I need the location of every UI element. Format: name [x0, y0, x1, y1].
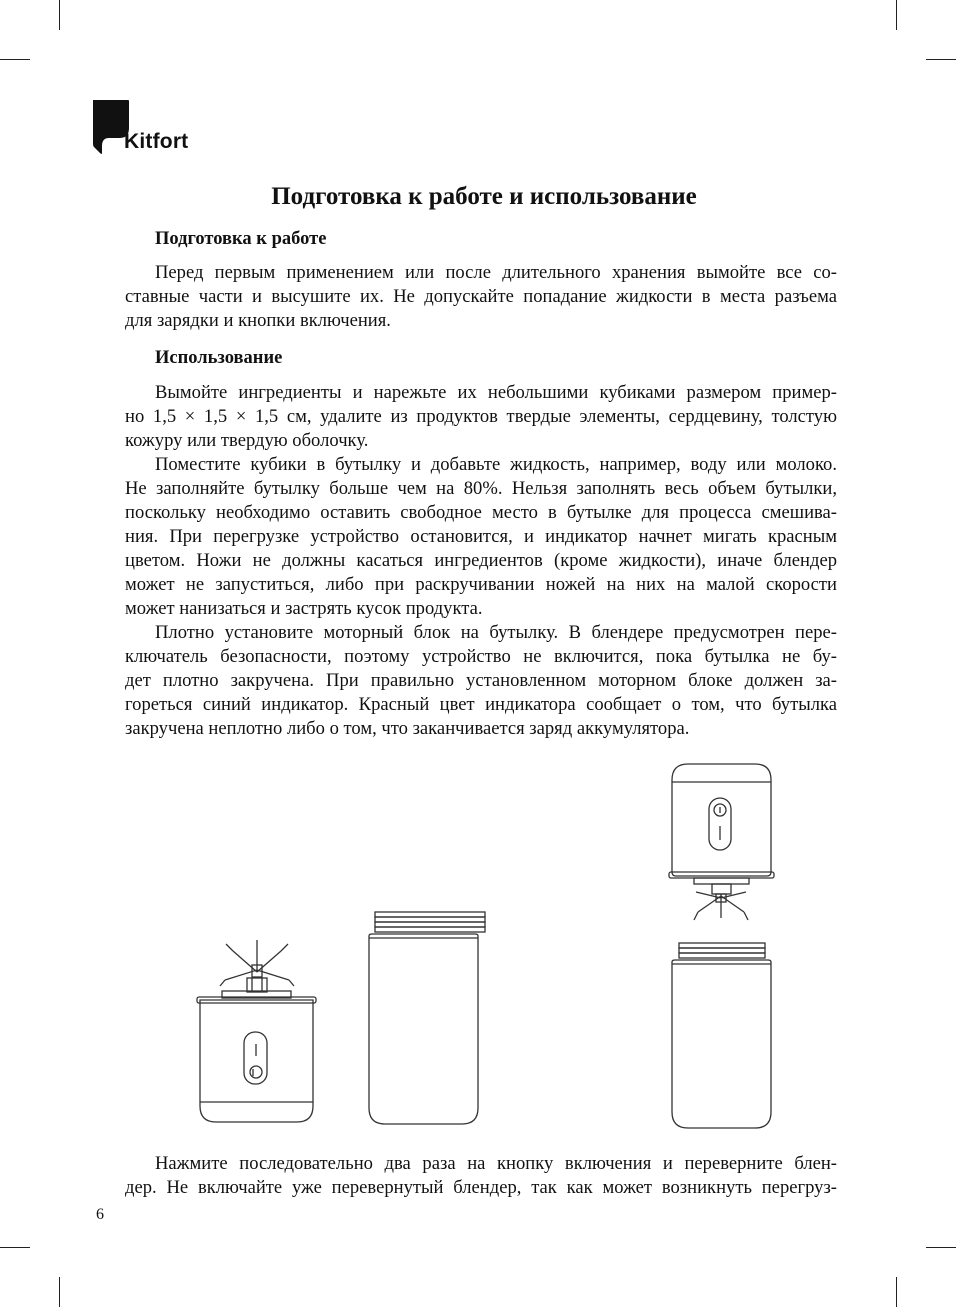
- text-line: ния. При перегрузке устройство остановится, и индикатор начнет мигать красным: [125, 526, 837, 547]
- text-line: закручена неплотно либо о том, что заканчивается заряд аккумулятора.: [125, 718, 690, 739]
- text-line: может нанизаться и застрять кусок продукта.: [125, 598, 483, 619]
- section-heading-usage: Использование: [155, 348, 283, 368]
- text-line: дер. Не включайте уже перевернутый блендер, так как может возникнуть перегруз-: [125, 1177, 837, 1198]
- text-line: ключатель безопасности, поэтому устройство не включится, пока бутылка не бу-: [125, 646, 837, 667]
- page-number: 6: [96, 1206, 104, 1223]
- text-line: Плотно установите моторный блок на бутылку. В блендере предусмотрен пере-: [155, 622, 837, 643]
- page-title: Подготовка к работе и использование: [271, 183, 697, 210]
- text-line: Нажмите последовательно два раза на кнопку включения и переверните блен-: [155, 1153, 837, 1174]
- bottle: [369, 912, 485, 1124]
- text-line: гореться синий индикатор. Красный цвет индикатора сообщает о том, что бутылка: [125, 694, 837, 715]
- text-line: Не заполняйте бутылку больше чем на 80%. Нельзя заполнять весь объем бутылки,: [125, 478, 837, 499]
- text-line: Вымойте ингредиенты и нарежьте их небольшими кубиками размером пример-: [155, 382, 837, 403]
- text-line: цветом. Ножи не должны касаться ингредиентов (кроме жидкости), иначе блендер: [125, 550, 837, 571]
- text-line: поскольку необходимо оставить свободное место в бутылке для процесса смешива-: [125, 502, 837, 523]
- paragraph: [125, 1152, 837, 1200]
- motor-unit-blades-up: [197, 940, 316, 1122]
- text-line: но 1,5 × 1,5 × 1,5 см, удалите из продуктов твердые элементы, сердцевину, толстую: [125, 406, 837, 427]
- text-line: может не запуститься, либо при раскручивании ножей на них на малой скорости: [125, 574, 837, 595]
- text-line: Перед первым применением или после длительного хранения вымойте все со-: [155, 262, 837, 283]
- section-heading-preparation: Подготовка к работе: [155, 229, 327, 249]
- text-line: для зарядки и кнопки включения.: [125, 310, 391, 331]
- bottle-right: [672, 943, 771, 1128]
- text-line: ставные части и высушите их. Не допускайте попадание жидкости в места разъема: [125, 286, 837, 307]
- text-line: Поместите кубики в бутылку и добавьте жидкость, например, воду или молоко.: [155, 454, 837, 475]
- text-line: дет плотно закручена. При правильно установленном моторном блоке должен за-: [125, 670, 837, 691]
- motor-unit-blades-down: [669, 764, 774, 920]
- brand-name: Kitfort: [124, 130, 189, 153]
- text-line: кожуру или твердую оболочку.: [125, 430, 369, 451]
